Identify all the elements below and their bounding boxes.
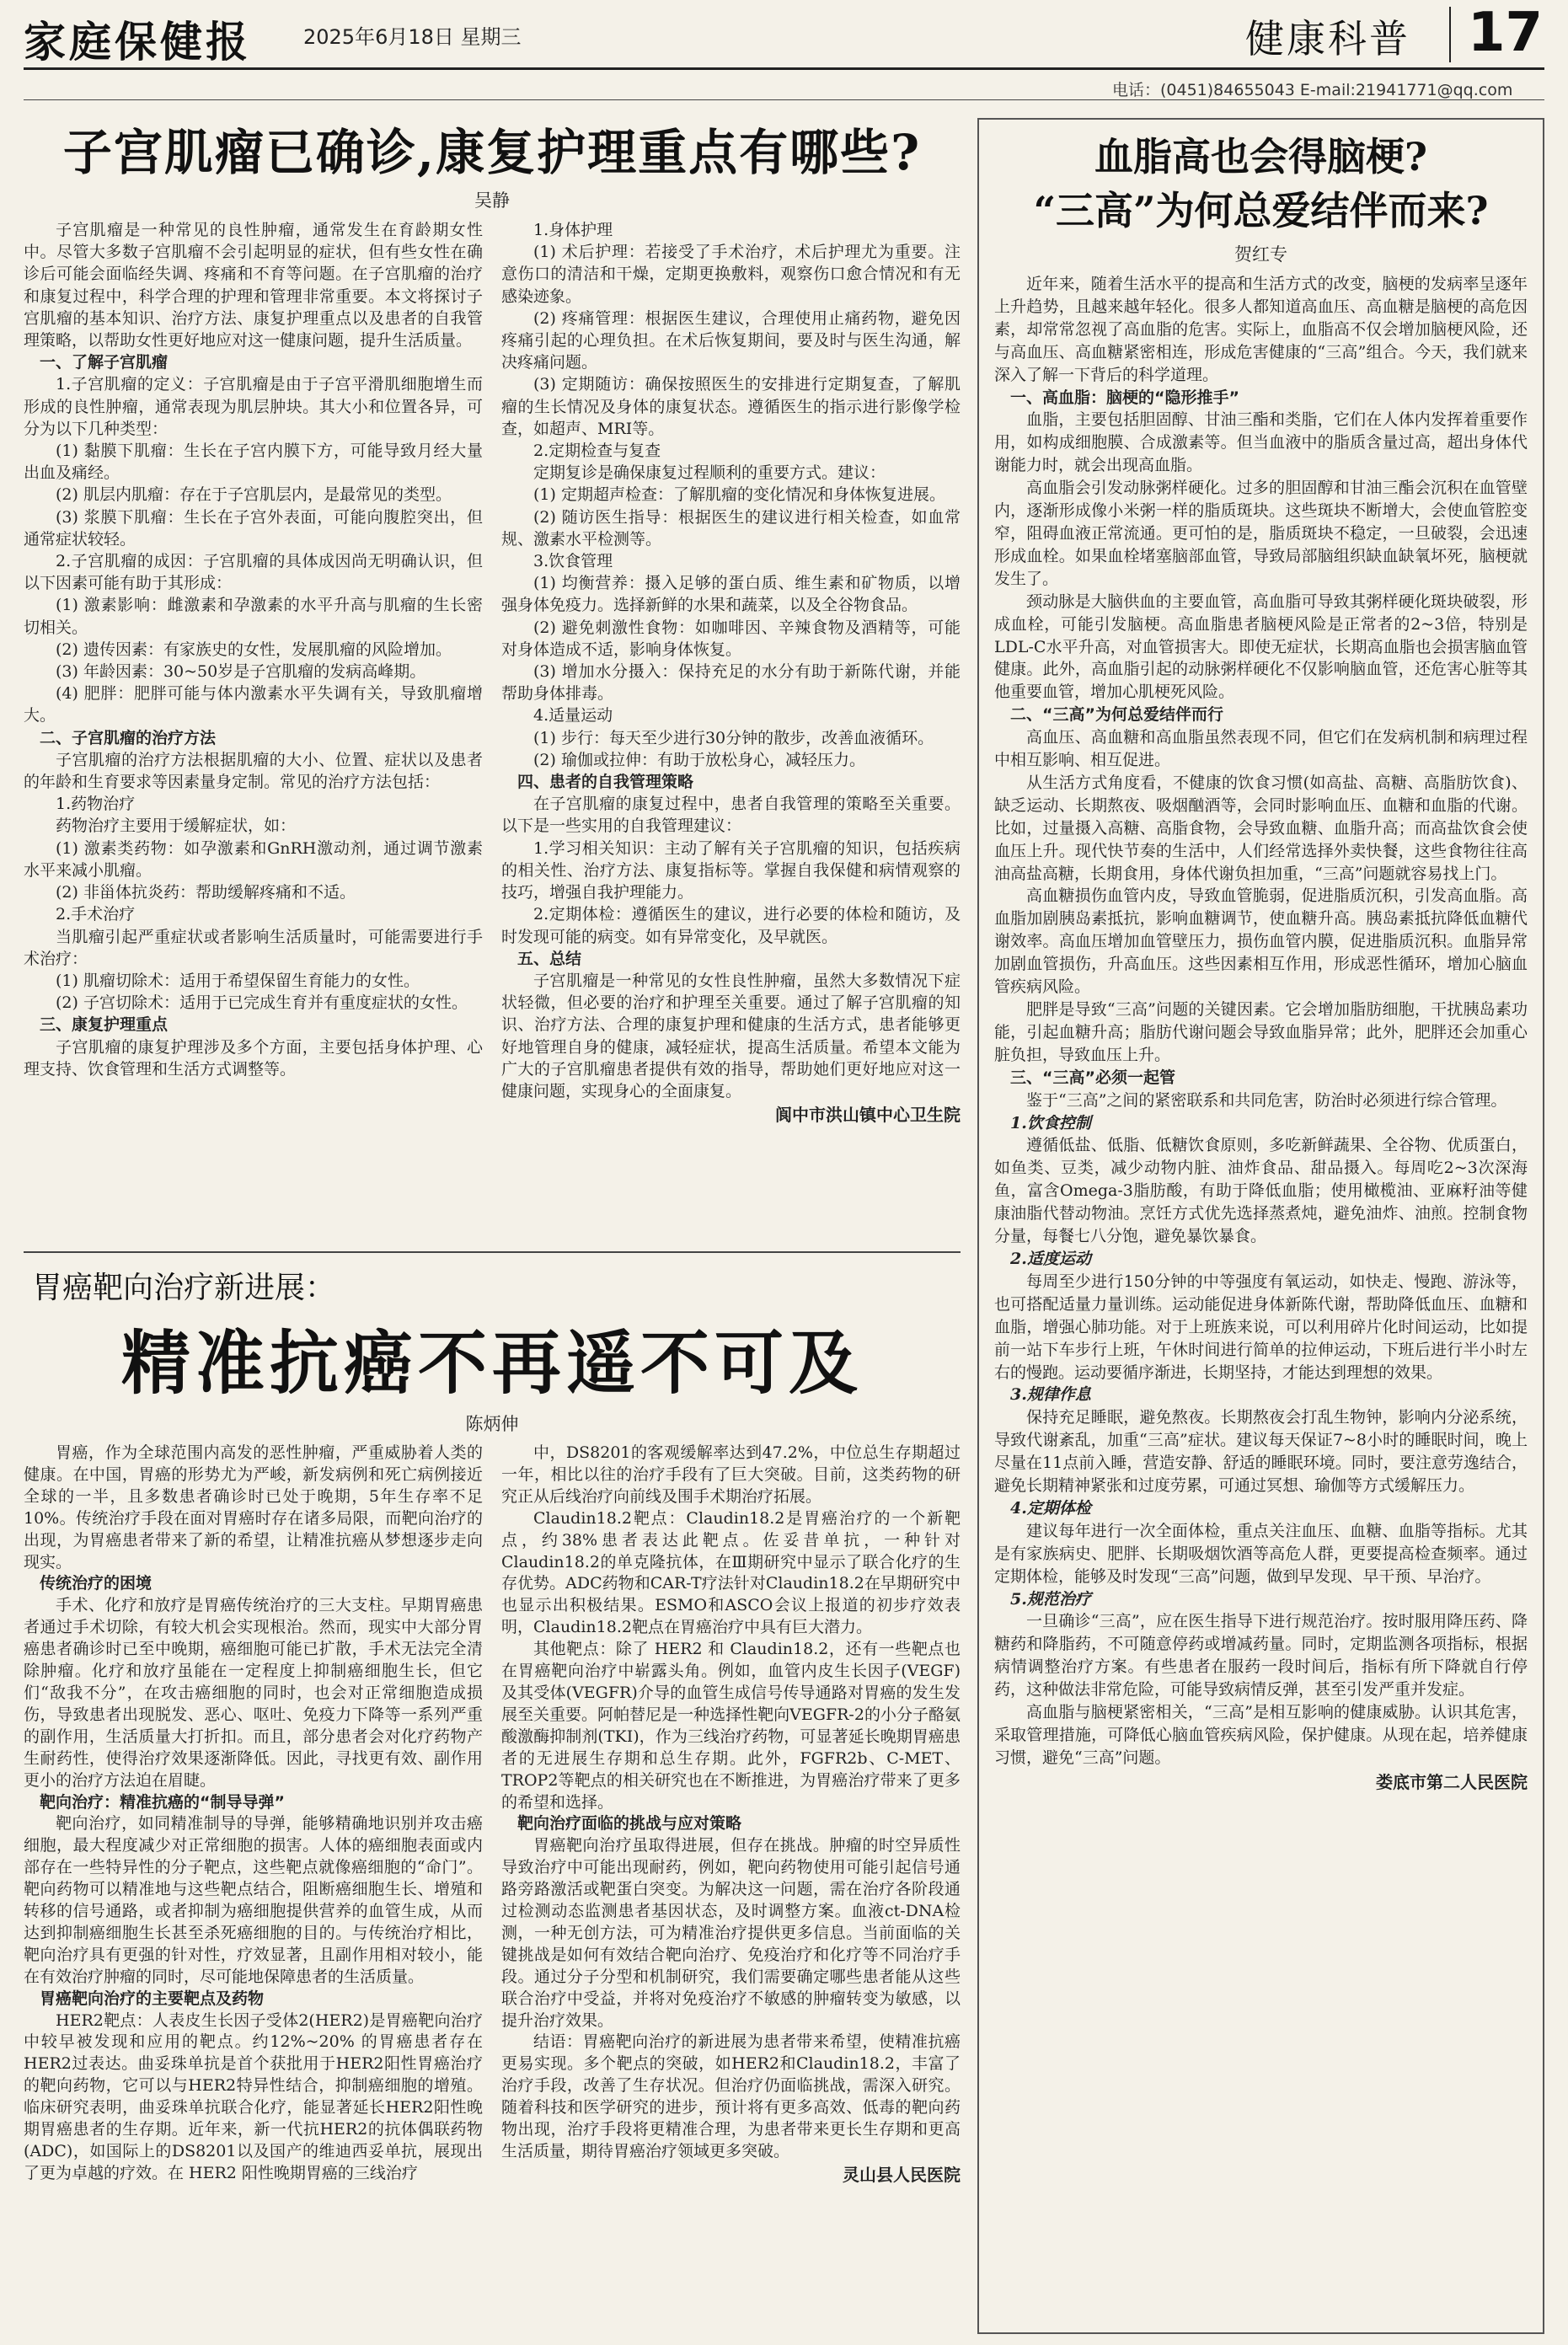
paragraph: 肥胖是导致“三高”问题的关键因素。它会增加脂肪细胞，干扰胰岛素功能，引起血糖升高；脂肪代谢问题会导致血脂异常；此外，肥胖还会加重心脏负担，导致血压上升。 [994,1000,1528,1064]
article-kicker: 胃癌靶向治疗新进展： [32,1271,336,1305]
paragraph: 建议每年进行一次全面体检，重点关注血压、血糖、血脂等指标。尤其是有家族病史、肥胖、长期吸烟饮酒等高危人群，更要提高检查频率。通过定期体检，能够及时发现“三高”问题，做到早发现、早干预、早治疗。 [994,1521,1528,1586]
paragraph: (1) 黏膜下肌瘤：生长在子宫内膜下方，可能导致月经大量出血及痛经。 [24,442,483,483]
paragraph: 结语：胃癌靶向治疗的新进展为患者带来希望，使精准抗癌更易实现。多个靶点的突破，如HER2和Claudin18.2，丰富了治疗手段，改善了生存状况。但治疗仍面临挑战，需深入研究。随着科技和医学研究的进步，预计将有更多高效、低毒的靶向药物出现，治疗手段将更精准合理，为患者带来更长生存期和更高生活质量，期待胃癌治疗领域更多突破。 [501,2032,961,2160]
article-credit: 娄底市第二人民医院 [1376,1771,1528,1792]
paragraph: (3) 年龄因素：30~50岁是子宫肌瘤的发病高峰期。 [56,662,426,682]
subheading: 靶向治疗面临的挑战与应对策略 [517,1814,742,1834]
paragraph: (2) 随访医生指导：根据医生的建议进行相关检查，如血常规、激素水平检测等。 [501,507,961,549]
paragraph: (1) 激素类药物：如孕激素和GnRH激动剂，通过调节激素水平来减小肌瘤。 [24,838,483,880]
paragraph: 2.手术治疗 [56,905,136,924]
section-divider [24,1251,961,1253]
paragraph: 1.药物治疗 [56,795,136,814]
paragraph: (3) 定期随访：确保按照医生的安排进行定期复查，了解肌瘤的生长情况及身体的康复状态。遵循医生的指示进行影像学检查，如超声、MRI等。 [501,375,961,438]
subheading: 1.饮食控制 [1010,1113,1091,1132]
paragraph: (3) 增加水分摄入：保持充足的水分有助于新陈代谢，并能帮助身体排毒。 [501,662,961,704]
article-credit: 阆中市洪山镇中心卫生院 [775,1105,961,1126]
paragraph: (2) 遗传因素：有家族史的女性，发展肌瘤的风险增加。 [56,640,452,659]
subheading: 胃癌靶向治疗的主要靶点及药物 [40,1989,265,2008]
paragraph: (1) 步行：每天至少进行30分钟的散步，改善血液循环。 [533,728,934,747]
subheading: 一、高血脂：脑梗的“隐形推手” [1010,388,1239,407]
paragraph: 当肌瘤引起严重症状或者影响生活质量时，可能需要进行手术治疗： [24,927,483,968]
paragraph: 保持充足睡眠，避免熬夜。长期熬夜会打乱生物钟，影响内分泌系统，导致代谢紊乱，加重“三高”症状。建议每天保证7~8小时的睡眠时间，晚上尽量在11点前入睡，营造安静、舒适的睡眠环境。同时，要注意劳逸结合，避免长期精神紧张和过度劳累，可通过冥想、瑜伽等方式缓解压力。 [994,1408,1528,1496]
paragraph: 近年来，随着生活水平的提高和生活方式的改变，脑梗的发病率呈逐年上升趋势，且越来越年轻化。很多人都知道高血压、高血糖是脑梗的高危因素，却常常忽视了高血脂的危害。实际上，血脂高不仅会增加脑梗风险，还与高血压、高血糖紧密相连，形成危害健康的“三高”组合。今天，我们就来深入了解一下背后的科学道理。 [994,275,1528,384]
paragraph: HER2靶点：人表皮生长因子受体2(HER2)是胃癌靶向治疗中较早被发现和应用的靶点。约12%~20% 的胃癌患者存在HER2过表达。曲妥珠单抗是首个获批用于HER2阳性胃癌治疗的靶向药物，它可以与HER2特异性结合，抑制癌细胞的增殖。临床研究表明，曲妥珠单抗联合化疗，能显著延长HER2阳性晚期胃癌患者的生存期。近年来，新一代抗HER2的抗体偶联药物(ADC)，如国际上的DS8201以及国产的维迪西妥单抗，展现出了更为卓越的疗效。在 HER2 阳性晚期胃癌的三线治疗 [24,2010,483,2182]
article-credit: 灵山县人民医院 [843,2164,961,2185]
paragraph: 高血糖损伤血管内皮，导致血管脆弱，促进脂质沉积，引发高血脂。高血脂加剧胰岛素抵抗，影响血糖调节，使血糖升高。胰岛素抵抗降低血糖代谢效率。高血压增加血管壁压力，损伤血管内膜，促进脂质沉积。血脂异常加剧血管损伤，升高血压。这些因素相互作用，形成恶性循环，增加心脑血管疾病风险。 [994,886,1528,997]
paragraph: 其他靶点：除了 HER2 和 Claudin18.2，还有一些靶点也在胃癌靶向治疗中崭露头角。例如，血管内皮生长因子(VEGF)及其受体(VEGFR)介导的血管生成信号传导通路对胃癌的发生发展至关重要。阿帕替尼是一种选择性靶向VEGFR-2的小分子酪氨酸激酶抑制剂(TKI)，作为三线治疗药物，可显著延长晚期胃癌患者的无进展生存期和总生存期。此外，FGFR2b、C-MET、TROP2等靶点的相关研究也在不断推进，为胃癌治疗带来了更多的希望和选择。 [501,1640,961,1812]
contact-rule [24,99,1544,100]
article-author: 吴静 [474,190,510,211]
contact-info: 电话：(0451)84655043 E-mail:21941771@qq.com [1112,81,1513,99]
paragraph: 2.定期检查与复查 [533,442,661,461]
paragraph: 1.学习相关知识：主动了解有关子宫肌瘤的知识，包括疾病的相关性、治疗方法、康复指标等。掌握自我保健和病情观察的技巧，增强自我护理能力。 [501,838,961,902]
subheading: 三、“三高”必须一起管 [1010,1068,1175,1087]
paragraph: (2) 避免刺激性食物：如咖啡因、辛辣食物及酒精等，可能对身体造成不适，影响身体恢复。 [501,618,961,659]
paragraph: 1.身体护理 [533,221,613,239]
subheading: 3.规律作息 [1010,1385,1091,1405]
paragraph: 2.子宫肌瘤的成因：子宫肌瘤的具体成因尚无明确认识，但以下因素可能有助于其形成： [24,552,483,593]
paragraph: 手术、化疗和放疗是胃癌传统治疗的三大支柱。早期胃癌患者通过手术切除，有较大机会实现根治。然而，现实中大部分胃癌患者确诊时已至中晚期，癌细胞可能已扩散，手术无法完全清除肿瘤。化疗和放疗虽能在一定程度上抑制癌细胞生长，但它们“敌我不分”，在攻击癌细胞的同时，也会对正常细胞造成损伤，导致患者出现脱发、恶心、呕吐、免疫力下降等一系列严重的副作用，生活质量大打折扣。而且，部分患者会对化疗药物产生耐药性，使得治疗效果逐渐降低。因此，寻找更有效、副作用更小的治疗方法迫在眉睫。 [24,1596,483,1790]
paragraph: 血脂，主要包括胆固醇、甘油三酯和类脂，它们在人体内发挥着重要作用，如构成细胞膜、合成激素等。但当血液中的脂质含量过高，超出身体代谢能力时，就会出现高血脂。 [994,410,1528,475]
paragraph: 高血脂会引发动脉粥样硬化。过多的胆固醇和甘油三酯会沉积在血管壁内，逐渐形成像小米粥一样的脂质斑块。这些斑块不断增大，会使血管腔变窄，阻碍血液正常流通。更可怕的是，脂质斑块不稳定，一旦破裂，会迅速形成血栓。如果血栓堵塞脑部血管，导致局部脑组织缺血缺氧坏死，脑梗就发生了。 [994,479,1528,588]
paragraph: 靶向治疗，如同精准制导的导弹，能够精确地识别并攻击癌细胞，最大程度减少对正常细胞的损害。人体的癌细胞表面或内部存在一些特异性的分子靶点，这些靶点就像癌细胞的“命门”。靶向药物可以精准地与这些靶点结合，阻断癌细胞生长、增殖和转移的信号通路，或者抑制为癌细胞提供营养的血管生成，从而达到抑制癌细胞生长甚至杀死癌细胞的目的。与传统治疗相比，靶向治疗具有更强的针对性，疗效显著，且副作用相对较小，能在有效治疗肿瘤的同时，尽可能地保障患者的生活质量。 [24,1814,483,1986]
article-author: 贺红专 [1234,244,1287,265]
subheading: 一、了解子宫肌瘤 [40,353,169,372]
paragraph: (1) 肌瘤切除术：适用于希望保留生育能力的女性。 [56,971,420,990]
paragraph: (4) 肥胖：肥胖可能与体内激素水平失调有关，导致肌瘤增大。 [24,684,483,725]
paragraph: 遵循低盐、低脂、低糖饮食原则，多吃新鲜蔬果、全谷物、优质蛋白，如鱼类、豆类，减少动物内脏、油炸食品、甜品摄入。每周吃2~3次深海鱼，富含Omega-3脂肪酸，有助于降低血脂；使用橄榄油、亚麻籽油等健康油脂代替动物油。烹饪方式优先选择蒸煮炖，避免油炸、油煎。控制食物分量，每餐七八分饱，避免暴饮暴食。 [994,1136,1528,1246]
paragraph: 子宫肌瘤是一种常见的良性肿瘤，通常发生在育龄期女性中。尽管大多数子宫肌瘤不会引起明显的症状，但有些女性在确诊后可能会面临经失调、疼痛和不育等问题。在子宫肌瘤的治疗和康复过程中，科学合理的护理和管理非常重要。本文将探讨子宫肌瘤的基本知识、治疗方法、康复护理重点以及患者的自我管理策略，以帮助女性更好地应对这一健康问题，提升生活质量。 [24,221,483,351]
masthead [0,0,1568,99]
subheading: 2.适度运动 [1010,1249,1091,1268]
article-author: 陈炳伸 [465,1414,519,1434]
paragraph: (1) 均衡营养：摄入足够的蛋白质、维生素和矿物质，以增强身体免疫力。选择新鲜的水果和蔬菜，以及全谷物食品。 [501,574,961,615]
paragraph: Claudin18.2靶点：Claudin18.2是胃癌治疗的一个新靶点，约38%患者表达此靶点。佐妥昔单抗，一种针对Claudin18.2的单克隆抗体，在Ⅲ期研究中显示了联合化疗的生存优势。ADC药物和CAR-T疗法针对Claudin18.2在早期研究中也显示出积极结果。ESMO和ASCO会议上报道的初步疗效表明，Claudin18.2靶点在胃癌治疗中具有巨大潜力。 [501,1508,961,1637]
page-number: 17 [1468,2,1544,64]
subheading: 四、患者的自我管理策略 [517,773,694,792]
subheading: 5.规范治疗 [1010,1589,1091,1609]
article-title-line-2: “三高”为何总爱结伴而来? [1033,188,1489,233]
paragraph: 定期复诊是确保康复过程顺利的重要方式。建议： [533,463,886,483]
paragraph: 一旦确诊“三高”，应在医生指导下进行规范治疗。按时服用降压药、降糖药和降脂药，不可随意停药或增减药量。同时，定期监测各项指标，根据病情调整治疗方案。有些患者在服药一段时间后，指标有所下降就自行停药，这种做法非常危险，可能导致病情反弹，甚至引发严重并发症。 [994,1612,1528,1700]
article-column-1 [24,1443,483,2187]
subheading: 靶向治疗：精准抗癌的“制导导弹” [40,1792,285,1812]
subheading: 五、总结 [517,949,582,968]
subheading: 二、子宫肌瘤的治疗方法 [40,728,217,747]
paragraph: 胃癌靶向治疗虽取得进展，但存在挑战。肿瘤的时空异质性导致治疗中可能出现耐药，例如，靶向药物使用可能引起信号通路旁路激活或靶蛋白突变。为解决这一问题，需在治疗各阶段通过检测动态监测患者基因状态，及时调整方案。血液ct-DNA检测，一种无创方法，可为精准治疗提供更多信息。当前面临的关键挑战是如何有效结合靶向治疗、免疫治疗和化疗等不同治疗手段。通过分子分型和机制研究，我们需要确定哪些患者能从这些联合治疗中受益，并将对免疫治疗不敏感的肿瘤转变为敏感，以提升治疗效果。 [501,1836,961,2030]
paragraph: (2) 肌层内肌瘤：存在于子宫肌层内，是最常见的类型。 [56,485,452,505]
paragraph: 子宫肌瘤的康复护理涉及多个方面，主要包括身体护理、心理支持、饮食管理和生活方式调整等。 [24,1037,483,1079]
paragraph: 子宫肌瘤是一种常见的女性良性肿瘤，虽然大多数情况下症状轻微，但必要的治疗和护理至关重要。通过了解子宫肌瘤的知识、治疗方法、合理的康复护理和健康的生活方式，患者能够更好地管理自身的健康，减轻症状，提高生活质量。希望本文能为广大的子宫肌瘤患者提供有效的指导，帮助她们更好地应对这一健康问题，实现身心的全面康复。 [501,971,961,1100]
paragraph: (2) 非甾体抗炎药：帮助缓解疼痛和不适。 [56,883,356,902]
paragraph: 在子宫肌瘤的康复过程中，患者自我管理的策略至关重要。以下是一些实用的自我管理建议： [501,795,961,836]
paragraph: 3.饮食管理 [533,552,613,571]
paragraph: 4.适量运动 [533,706,613,725]
paper-name: 家庭保健报 [24,17,251,67]
masthead-rule [24,67,1544,70]
subheading: 二、“三高”为何总爱结伴而行 [1010,705,1223,725]
paragraph: (1) 术后护理：若接受了手术治疗，术后护理尤为重要。注意伤口的清洁和干燥，定期更换敷料，观察伤口愈合情况和有无感染迹象。 [501,243,961,306]
article-column-1 [24,219,483,1126]
article-title: 精准抗癌不再遥不可及 [120,1323,863,1404]
article-body [994,273,1528,1794]
paragraph: (3) 浆膜下肌瘤：生长在子宫外表面，可能向腹腔突出，但通常症状较轻。 [24,507,483,549]
article-uterine-fibroids [24,108,961,1126]
paragraph: 高血压、高血糖和高血脂虽然表现不同，但它们在发病机制和病理过程中相互影响、相互促进。 [994,728,1528,770]
paragraph: 鉴于“三高”之间的紧密联系和共同危害，防治时必须进行综合管理。 [1026,1090,1507,1110]
paragraph: (2) 子宫切除术：适用于已完成生育并有重度症状的女性。 [56,993,468,1013]
article-title: 子宫肌瘤已确诊,康复护理重点有哪些? [62,124,922,181]
paragraph: 子宫肌瘤的治疗方法根据肌瘤的大小、位置、症状以及患者的年龄和生育要求等因素量身定制。常见的治疗方法包括： [24,750,483,792]
paragraph: 从生活方式角度看，不健康的饮食习惯(如高盐、高糖、高脂肪饮食)、缺乏运动、长期熬夜、吸烟酗酒等，会同时影响血压、血糖和血脂的代谢。比如，过量摄入高糖、高脂食物，会导致血糖、血脂升高；而高盐饮食会使血压上升。现代快节奏的生活中，人们经常选择外卖快餐，这些食物往往高油高盐高糖，长期食用，身体代谢负担加重，“三高”问题就容易找上门。 [994,773,1528,883]
issue-date: 2025年6月18日 星期三 [303,25,522,49]
paragraph: 颈动脉是大脑供血的主要血管，高血脂可导致其粥样硬化斑块破裂，形成血栓，可能引发脑梗。高血脂患者脑梗风险是正常者的2~3倍，特别是LDL-C水平升高，对血管损害大。即使无症状，长期高血脂也会损害脑血管健康。此外，高血脂引起的动脉粥样硬化不仅影响脑血管，还危害心脏等其他重要血管，增加心肌梗死风险。 [994,592,1528,702]
paragraph: 2.定期体检：遵循医生的建议，进行必要的体检和随访，及时发现可能的病变。如有异常变化，及早就医。 [501,905,961,946]
paragraph: 胃癌，作为全球范围内高发的恶性肿瘤，严重威胁着人类的健康。在中国，胃癌的形势尤为严峻，新发病例和死亡病例接近全球的一半，且多数患者确诊时已处于晚期，5年生存率不足10%。传统治疗手段在面对胃癌时存在诸多局限，而靶向治疗的出现，为胃癌患者带来了新的希望，让精准抗癌从梦想逐步走向现实。 [24,1443,483,1571]
subheading: 三、康复护理重点 [40,1015,169,1035]
subheading: 4.定期体检 [1010,1498,1091,1518]
paragraph: 高血脂与脑梗紧密相关，“三高”是相互影响的健康威胁。认识其危害，采取管理措施，可降低心脑血管疾病风险，保护健康。从现在起，培养健康习惯，避免“三高”问题。 [994,1703,1528,1767]
article-title-line-1: 血脂高也会得脑梗? [1094,134,1427,179]
paragraph: (2) 疼痛管理：根据医生建议，合理使用止痛药物，避免因疼痛引起的心理负担。在术后恢复期间，要及时与医生沟通，解决疼痛问题。 [501,308,961,372]
article-gastric-cancer [24,1264,961,2187]
subheading: 传统治疗的困境 [40,1574,153,1593]
paragraph: 1.子宫肌瘤的定义：子宫肌瘤是由于子宫平滑肌细胞增生而形成的良性肿瘤，通常表现为肌层肿块。其大小和位置各异，可分为以下几种类型： [24,375,483,438]
article-hyperlipidemia [977,118,1544,2334]
paragraph: 中，DS8201的客观缓解率达到47.2%，中位总生存期超过一年，相比以往的治疗手段有了巨大突破。目前，这类药物的研究正从后线治疗向前线及围手术期治疗拓展。 [501,1443,961,1506]
masthead-divider [1449,7,1451,62]
paragraph: (1) 激素影响：雌激素和孕激素的水平升高与肌瘤的生长密切相关。 [24,596,483,637]
paragraph: 药物治疗主要用于缓解症状，如： [56,816,297,836]
paragraph: (2) 瑜伽或拉伸：有助于放松身心，减轻压力。 [533,750,865,769]
section-title: 健康科普 [1245,16,1410,62]
paragraph: (1) 定期超声检查：了解肌瘤的变化情况和身体恢复进展。 [533,485,945,505]
article-column-2 [501,1443,961,2187]
paragraph: 每周至少进行150分钟的中等强度有氧运动，如快走、慢跑、游泳等，也可搭配适量力量训练。运动能促进身体新陈代谢，帮助降低血压、血糖和血脂，增强心肺功能。对于上班族来说，可以利用碎片化时间运动，比如提前一站下车步行上班，午休时间进行简单的拉伸运动，下班后进行半小时左右的慢跑。运动要循序渐进，长期坚持，才能达到理想的效果。 [994,1272,1528,1382]
article-column-2 [501,219,961,1126]
